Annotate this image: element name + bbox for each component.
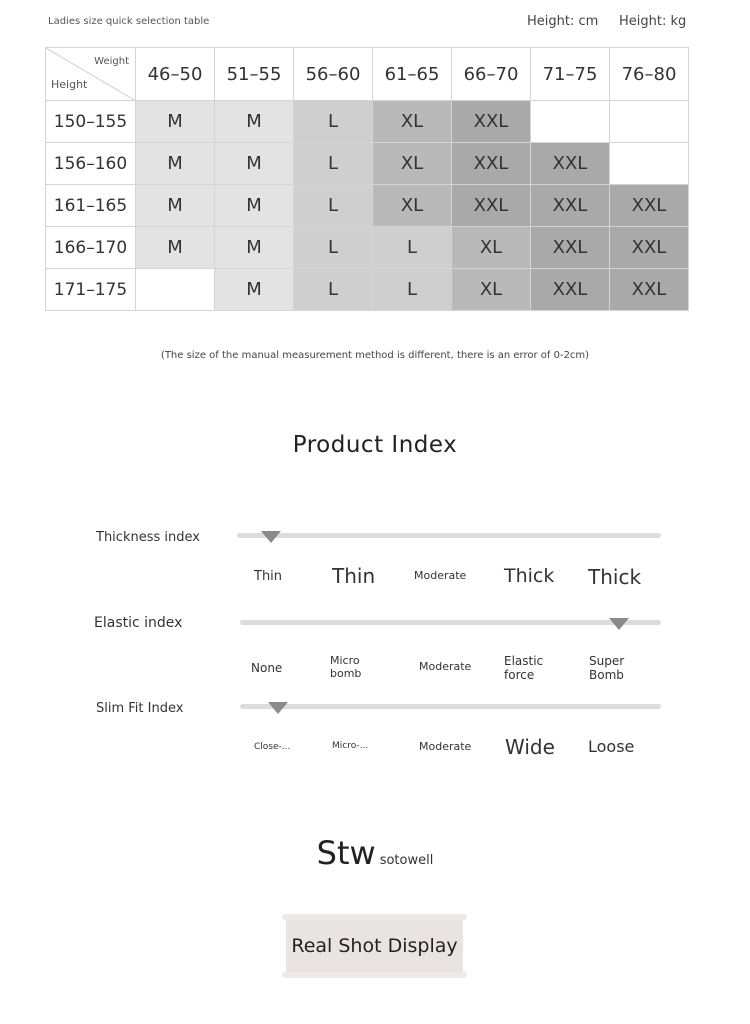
size-cell (610, 143, 689, 185)
size-cell: XXL (531, 185, 610, 227)
weight-header-cell: 66–70 (452, 48, 531, 101)
size-cell: XXL (610, 185, 689, 227)
table-header-row (46, 48, 689, 101)
height-unit-label: Height: cm (527, 14, 599, 29)
size-cell: XXL (531, 269, 610, 311)
size-cell: L (294, 143, 373, 185)
height-cell: 171–175 (46, 269, 136, 311)
size-cell: XXL (531, 227, 610, 269)
size-cell (610, 101, 689, 143)
size-cell: XXL (610, 269, 689, 311)
size-cell: M (215, 185, 294, 227)
size-cell: L (294, 269, 373, 311)
elastic-index-bar (240, 620, 661, 625)
brand-name: Stw (316, 834, 376, 872)
thickness-option: Moderate (414, 569, 467, 582)
size-cell: XXL (531, 143, 610, 185)
measurement-note: (The size of the manual measurement method is different, there is an error of 0-2cm) (160, 350, 590, 361)
weight-header-cell: 46–50 (136, 48, 215, 101)
thickness-option: Thick (588, 565, 642, 589)
table-caption: Ladies size quick selection table (48, 16, 210, 27)
brand-subname: sotowell (379, 853, 434, 868)
weight-header-cell: 76–80 (610, 48, 689, 101)
corner-height-label: Height (51, 78, 88, 91)
size-cell: M (136, 185, 215, 227)
height-cell: 161–165 (46, 185, 136, 227)
slim-fit-index-label: Slim Fit Index (96, 701, 184, 716)
size-cell (136, 269, 215, 311)
slim-fit-option: Loose (588, 737, 635, 756)
size-cell: M (215, 227, 294, 269)
size-cell: XXL (452, 185, 531, 227)
slim-fit-option: Micro-... (332, 741, 369, 751)
size-cell: XL (373, 143, 452, 185)
weight-header-cell: 51–55 (215, 48, 294, 101)
product-index-title: Product Index (292, 432, 458, 458)
thickness-index-label: Thickness index (96, 530, 200, 545)
elastic-index-label: Elastic index (94, 615, 183, 631)
elastic-marker-icon (609, 618, 629, 630)
elastic-option: Micro bomb (330, 654, 362, 680)
size-cell: L (294, 227, 373, 269)
thickness-index-bar (237, 533, 661, 538)
size-cell: XXL (452, 143, 531, 185)
size-cell: M (136, 227, 215, 269)
elastic-option: None (251, 661, 283, 675)
table-row (46, 101, 689, 143)
size-cell: XL (452, 269, 531, 311)
size-cell: XL (373, 101, 452, 143)
weight-unit-label: Height: kg (619, 14, 687, 29)
size-cell: L (294, 101, 373, 143)
size-cell: XXL (610, 227, 689, 269)
elastic-option: Elastic force (504, 654, 544, 682)
thickness-option: Thick (504, 565, 555, 587)
corner-weight-label: Weight (94, 56, 129, 67)
brand-logo (0, 834, 750, 872)
height-cell: 166–170 (46, 227, 136, 269)
size-cell: L (373, 269, 452, 311)
height-cell: 150–155 (46, 101, 136, 143)
real-shot-display-button[interactable]: Real Shot Display (286, 918, 463, 974)
thickness-option: Thin (254, 569, 283, 584)
size-cell (531, 101, 610, 143)
elastic-option: Super Bomb (589, 654, 625, 682)
table-row (46, 185, 689, 227)
table-corner-cell (46, 48, 136, 101)
slim-fit-index-bar (240, 704, 661, 709)
size-cell: M (215, 143, 294, 185)
size-cell: M (215, 269, 294, 311)
thickness-option: Thin (332, 564, 376, 588)
size-cell: M (136, 143, 215, 185)
slim-fit-option: Moderate (419, 740, 472, 753)
table-row (46, 143, 689, 185)
size-table (45, 47, 689, 311)
table-row (46, 227, 689, 269)
weight-header-cell: 56–60 (294, 48, 373, 101)
size-cell: L (294, 185, 373, 227)
elastic-option: Moderate (419, 660, 472, 673)
slim-fit-option: Close-... (254, 742, 291, 752)
size-cell: M (215, 101, 294, 143)
slim-fit-option: Wide (505, 735, 555, 759)
weight-header-cell: 71–75 (531, 48, 610, 101)
size-cell: L (373, 227, 452, 269)
height-cell: 156–160 (46, 143, 136, 185)
size-cell: XL (452, 227, 531, 269)
table-row (46, 269, 689, 311)
thickness-marker-icon (261, 531, 281, 543)
size-cell: XXL (452, 101, 531, 143)
size-cell: XL (373, 185, 452, 227)
size-cell: M (136, 101, 215, 143)
weight-header-cell: 61–65 (373, 48, 452, 101)
slim-fit-marker-icon (268, 702, 288, 714)
